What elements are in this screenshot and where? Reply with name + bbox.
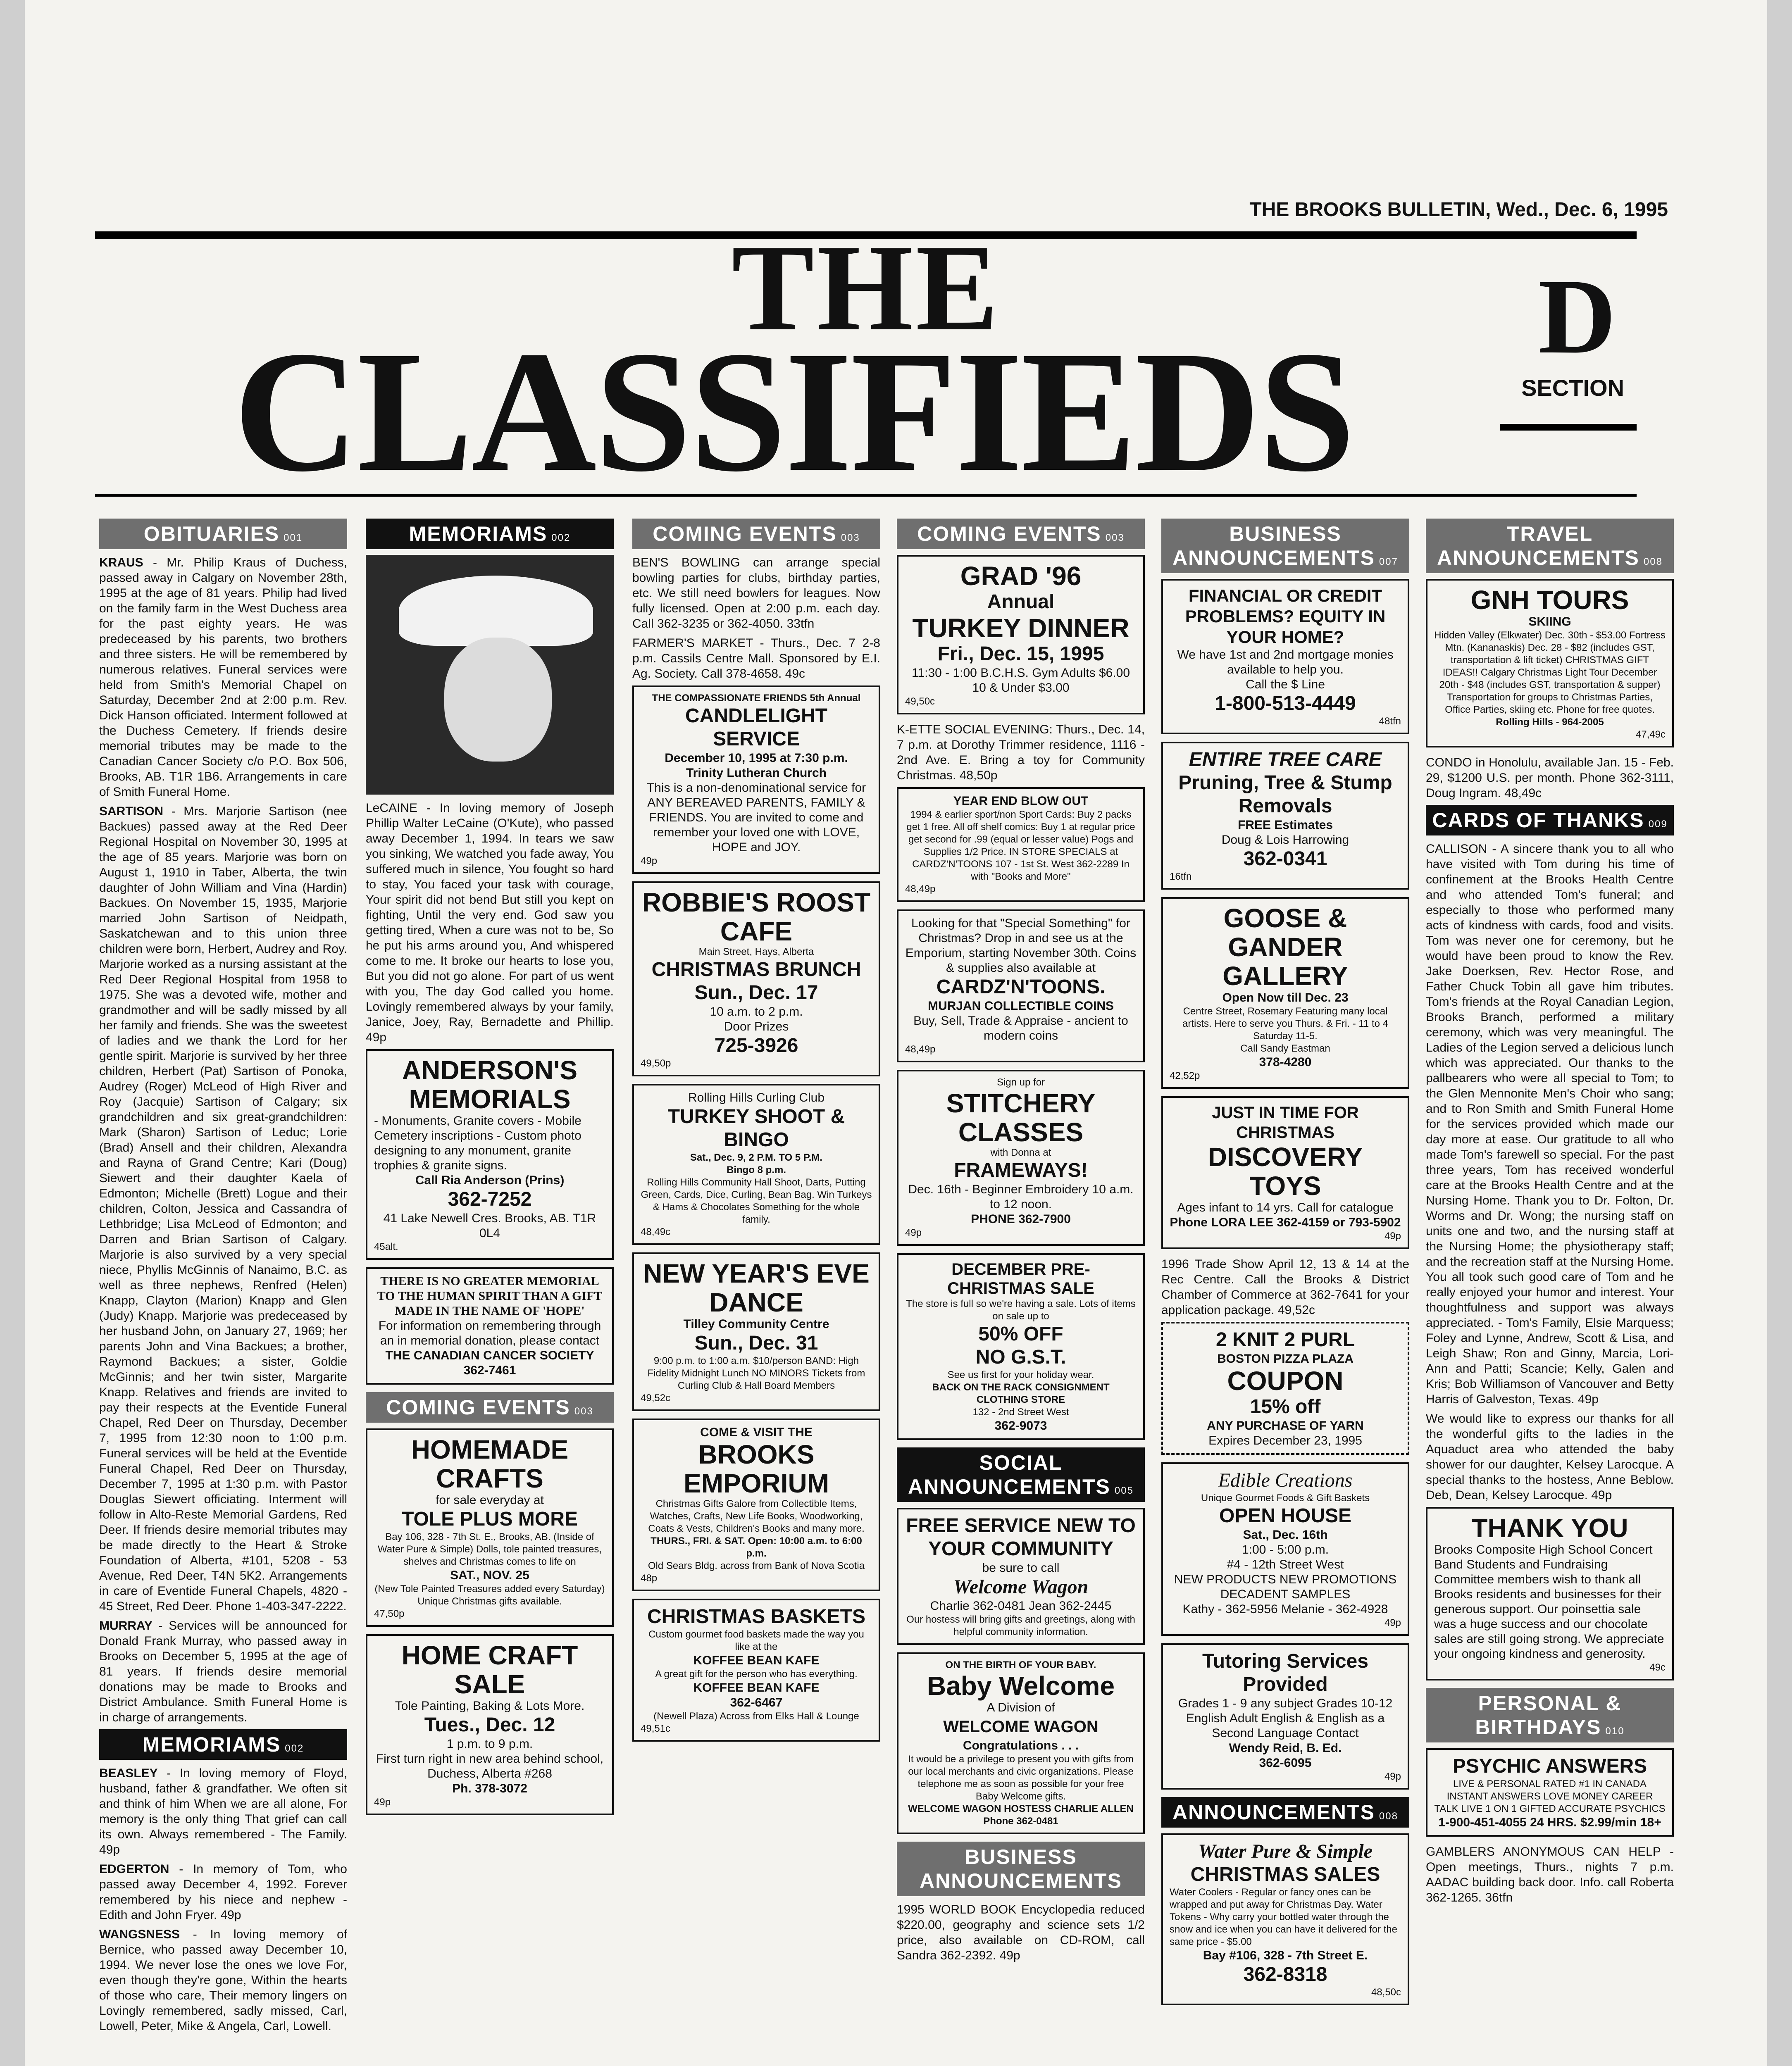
- obituary-kraus: KRAUS - Mr. Philip Kraus of Duchess, passed away in Calgary on November 28th, 1995 at the age of 81 years. Philip had lived on the family farm in the West Duchess area for the past eighty years. He was predeceased by his parents, two brothers and three sisters. He will be remembered by numerous relatives. Funeral services were held from Smith's Memorial Chapel on Saturday, December 2nd at 2:00 p.m. Rev. Dick Hanson officiated. Interment followed at the Duchess Cemetery. If friends desire memorial tributes may be made to the Canadian Cancer Society c/o P.O. Box 506, Brooks, AB. T1R 1B6. Arrangements in care of Smith Funeral Home.: [99, 556, 347, 799]
- masthead-title: CLASSIFIEDS: [233, 315, 1354, 507]
- ad-edible-creations: Edible Creations Unique Gourmet Foods & Gift Baskets OPEN HOUSE Sat., Dec. 16th 1:00 - 5:00 p.m. #4 - 12th Street West NEW PRODUCTS NEW PROMOTIONS DECADENT SAMPLES Kathy - 362-5956 Melanie - 362-4928 49p: [1161, 1462, 1409, 1636]
- ad-tutoring: Tutoring Services Provided Grades 1 - 9 any subject Grades 10-12 English Adult English & English as a Second Language Contact Wendy Reid, B. Ed. 362-6095 49p: [1161, 1643, 1409, 1790]
- ad-christmas-baskets: CHRISTMAS BASKETS Custom gourmet food baskets made the way you like at the KOFFEE BEAN KAFE A great gift for the person who has everything. KOFFEE BEAN KAFE 362-6467 (Newell Plaza) Across from Elks Hall & Lounge 49,51c: [632, 1599, 880, 1742]
- section-header-cards-of-thanks: CARDS OF THANKS 009: [1426, 805, 1674, 835]
- section-header-announcements: ANNOUNCEMENTS 008: [1161, 1797, 1409, 1828]
- ad-goose-gander: GOOSE & GANDER GALLERY Open Now till Dec. 23 Centre Street, Rosemary Featuring many local artists. Here to serve you Thurs. & Fri. - 11 to 4 Saturday 11-5. Call Sandy Eastman 378-4280 42,52p: [1161, 897, 1409, 1089]
- obituary-sartison: SARTISON - Mrs. Marjorie Sartison (nee Backues) passed away at the Red Deer Regional Hospital on November 30, 1995 at the age of 85 years. Marjorie was born on August 1, 1910 in Taber, Alberta, the twin daughter of John William and Vina (Hardin) Backues. On November 15, 1935, Marjorie married John Sartison of Neidpath, Saskatchewan and to this union three children were born, Herbert, Audrey and Roy. Marjorie worked as a nursing assistant at the Red Deer Regional Hospital from 1958 to 1975. She was a devoted wife, mother and grandmother and will be sadly missed by all her family and friends. She was the sweetest of ladies and we thank the Lord for her gentle spirit. Marjorie is survived by her three children, Herbert (Pat) Sartison of Ponoka, Audrey (Roger) McLeod of High River and Roy (Jacquie) Sartison of Calgary; six grandchildren and six great-grandchildren: Mark (Sharon) Sartison of Leduc; Lorie (Brad) Ansell and their children, Alexandra and Rayna of Grand Centre; Kari (Doug) Siewert and their daughter Kaela of Edmonton; Michelle (Brett) Logue and their children, Colton, Jessica and Cassandra of Lethbridge; Lisa McLeod of Edmonton; and Darren and Brian Sartison of Calgary. Marjorie is also survived by a very special niece, Phyllis McGinnis of Nanaimo, B.C. as well as three nephews, Renfred (Helen) Knapp, Clayton (Marion) Knapp and Glen (Judy) Knapp. Marjorie was predeceased by her husband John, on January 27, 1969; her parents John and Vina Backues; a brother, Raymond Backues; a sister, Goldie McGinnis; and her twin sister, Margarite Knapp. Relatives and friends are invited to pay their respects at the Eventide Funeral Chapel, Red Deer on Thursday, December 7, 1995 from 12:30 noon to 1:00 p.m. Funeral services will be held at the Eventide Funeral Chapel, Red Deer on Thursday, December 7, 1995 at 1:30 p.m. with Pastor Douglas Siewert officiating. Interment will follow in Alto-Reste Memorial Gardens, Red Deer. If friends desire memorial tributes may be made directly to the Heart & Stroke Foundation of Alberta, #101, 5208 - 53 Avenue, Red Deer, T4N 5K2. Arrangements in care of Eventide Funeral Chapels, 4820 - 45 Street, Red Deer. Phone 1-403-347-2222.: [99, 805, 347, 1613]
- obituary-murray: MURRAY - Services will be announced for Donald Frank Murray, who passed away in Brooks on December 5, 1995 at the age of 81 years. If friends desire memorial donations may be made to Brooks and District Ambulance. Smith Funeral Home is in charge of arrangements.: [99, 1619, 347, 1724]
- notice-gamblers-anonymous: GAMBLERS ANONYMOUS CAN HELP - Open meetings, Thurs., nights 7 p.m. AADAC building back door. Info. call Roberta 362-1265. 36tfn: [1426, 1845, 1674, 1904]
- ad-year-end-blowout: YEAR END BLOW OUT 1994 & earlier sport/non Sport Cards: Buy 2 packs get 1 free. All off shelf comics: Buy 1 at regular price get second for .99 (equal or lesser value) Pogs and Supplies 1/2 Price. IN STORE SPECIALS at CARDZ'N'TOONS 107 - 1st St. West 362-2289 In with "Books and More" 48,49p: [897, 787, 1145, 902]
- memoriam-lecaine: LeCAINE - In loving memory of Joseph Phillip Walter LeCaine (O'Kute), who passed away December 1, 1994. In tears we saw you sinking, We watched you fade away, You suffered much in silence, You fought so hard to stay, You faced your task with courage, Your spirit did not bend But still you kept on fighting, Until the very end. God saw you getting tired, When a cure was not to be, So he put his arms around you, And whispered come to me. It broke our hearts to lose you, But you did not go alone. For part of us went with you, The day God called you home. Lovingly remembered always by your family, Janice, Joey, Ray, Bernadette and Phillip. 49p: [366, 801, 614, 1044]
- notice-world-book: 1995 WORLD BOOK Encyclopedia reduced $220.00, geography and science sets 1/2 price, also available on CD-ROM, call Sandra 362-2392. 49p: [897, 1903, 1145, 1962]
- ad-financial: FINANCIAL OR CREDIT PROBLEMS? EQUITY IN YOUR HOME? We have 1st and 2nd mortgage monies available to help you. Call the $ Line 1-800-513-4449 48tfn: [1161, 579, 1409, 734]
- section-header-personal: PERSONAL & BIRTHDAYS 010: [1426, 1688, 1674, 1742]
- notice-condo: CONDO in Honolulu, available Jan. 15 - Feb. 29, $1200 U.S. per month. Phone 362-3111, Doug Ingram. 48,49c: [1426, 756, 1674, 800]
- memoriam-edgerton: EDGERTON - In memory of Tom, who passed away December 4, 1992. Forever remembered by his niece and nephew - Edith and John Fryer. 49p: [99, 1862, 347, 1922]
- ad-new-years-dance: NEW YEAR'S EVE DANCE Tilley Community Centre Sun., Dec. 31 9:00 p.m. to 1:00 a.m. $10/person BAND: High Fidelity Midnight Lunch NO MINORS Tickets from Curling Club & Hall Board Members 49,52c: [632, 1252, 880, 1411]
- section-bar: [1500, 424, 1637, 431]
- thanks-shower: We would like to express our thanks for all the wonderful gifts to the ladies in the Aquaduct area who attended the baby shower for our daughter, Kelsey Larocque. A special thanks to the hostess, Anne Beblow. Deb, Dean, Kelsey Larocque. 49p: [1426, 1412, 1674, 1502]
- ad-grad-turkey-dinner: GRAD '96 Annual TURKEY DINNER Fri., Dec. 15, 1995 11:30 - 1:00 B.C.H.S. Gym Adults $6.00 10 & Under $3.00 49,50c: [897, 555, 1145, 714]
- ad-cardz-n-toons: Looking for that "Special Something" for Christmas? Drop in and see us at the Emporium, starting November 30th. Coins & supplies also available at CARDZ'N'TOONS. MURJAN COLLECTIBLE COINS Buy, Sell, Trade & Appraise - ancient to modern coins 48,49p: [897, 909, 1145, 1062]
- memoriam-beasley: BEASLEY - In loving memory of Floyd, husband, father & grandfather. We often sit and think of him When we are all alone, For memory is the only thing That grief can call its own. Always remembered - The Family. 49p: [99, 1766, 347, 1857]
- memorial-photo: [366, 555, 614, 795]
- ad-turkey-shoot: Rolling Hills Curling Club TURKEY SHOOT & BINGO Sat., Dec. 9, 2 P.M. TO 5 P.M. Bingo 8 p.m. Rolling Hills Community Hall Shoot, Darts, Putting Green, Cards, Dice, Curling, Bean Bag. Win Turkeys & Hams & Chocolates Something for the whole family. 48,49c: [632, 1084, 880, 1245]
- notice-kette: K-ETTE SOCIAL EVENING: Thurs., Dec. 14, 7 p.m. at Dorothy Trimmer residence, 1116 - 2nd Ave. E. Bring a toy for Community Christmas. 48,50p: [897, 723, 1145, 782]
- ad-welcome-wagon: FREE SERVICE NEW TO YOUR COMMUNITY be sure to call Welcome Wagon Charlie 362-0481 Jean 362-2445 Our hostess will bring gifts and greetings, along with helpful community information.: [897, 1508, 1145, 1645]
- ad-water-pure-simple: Water Pure & Simple CHRISTMAS SALES Water Coolers - Regular or fancy ones can be wrapped and put away for Christmas Day. Water Tokens - Why carry your bottled water through the snow and ice when you can have it delivered for the same price - $5.00 Bay #106, 328 - 7th Street E. 362-8318 48,50c: [1161, 1833, 1409, 2005]
- ad-pre-christmas-sale: DECEMBER PRE-CHRISTMAS SALE The store is full so we're having a sale. Lots of items on sale up to 50% OFF NO G.S.T. See us first for your holiday wear. BACK ON THE RACK CONSIGNMENT CLOTHING STORE 132 - 2nd Street West 362-9073: [897, 1253, 1145, 1440]
- section-header-obituaries: OBITUARIES 001: [99, 519, 347, 549]
- ad-stitchery-classes: Sign up for STITCHERY CLASSES with Donna at FRAMEWAYS! Dec. 16th - Beginner Embroidery 10 a.m. to 12 noon. PHONE 362-7900 49p: [897, 1070, 1145, 1246]
- column-obituaries: [99, 519, 347, 2038]
- ad-gnh-tours: GNH TOURS SKIING Hidden Valley (Elkwater) Dec. 30th - $53.00 Fortress Mtn. (Kananaskis) Dec. 28 - $82 (includes GST, transportation & lift ticket) CHRISTMAS GIFT IDEAS!! Calgary Christmas Light Tour December 20th - $48 (includes GST, transportation & supper) Transportation for groups to Christmas Parties, Office Parties, skiing etc. Phone for free quotes. Rolling Hills - 964-2005 47,49c: [1426, 579, 1674, 747]
- ad-baby-welcome: ON THE BIRTH OF YOUR BABY. Baby Welcome A Division of WELCOME WAGON Congratulations . . . It would be a privilege to present you with gifts from our local merchants and civic organizations. Please telephone me as soon as possible for your free Baby Welcome gifts. WELCOME WAGON HOSTESS CHARLIE ALLEN Phone 362-0481: [897, 1652, 1145, 1834]
- column-memoriams: [366, 519, 614, 1823]
- section-header-social: SOCIAL ANNOUNCEMENTS 005: [897, 1447, 1145, 1502]
- section-letter: D: [1538, 257, 1616, 376]
- ad-thank-you-band: THANK YOU Brooks Composite High School Concert Band Students and Fundraising Committee members wish to thank all Brooks residents and businesses for their generous support. Our poinsettia sale was a huge success and our chocolate sales are still going strong. We appreciate your ongoing kindness and generosity. 49c: [1426, 1507, 1674, 1680]
- ad-cancer-society: THERE IS NO GREATER MEMORIAL TO THE HUMAN SPIRIT THAN A GIFT MADE IN THE NAME OF 'HOPE' For information on remembering through an in memorial donation, please contact THE CANADIAN CANCER SOCIETY 362-7461: [366, 1267, 614, 1385]
- thanks-callison: CALLISON - A sincere thank you to all who have visited with Tom during his time of confinement at the Brooks Health Centre and who attended Tom's funeral; and especially to those who performed many acts of kindness with cards, food and visits. Tom was never one for ceremony, but he would have been proud to know the Rev. Jake Doerksen, Rev. Hector Rose, and Father Chuck Tobin all gave him tributes. Tom's friends at the Royal Canadian Legion, Brooks Branch, performed a military ceremony, which was very meaningful. The Ladies of the Legion served a delicious lunch which was appreciated. Our thanks to the pallbearers who were all special to Tom; to the Glen Mennonite Men's Choir who sang; and to Ron Smith and Smith Funeral Home for the services provided which made our day more at ease. Our gratitude to all who made Tom's farewell so special. For the past three years, Tom has received wonderful care at the Brooks Health Centre and at the Nursing Home. Thank you to Dr. Folton, Dr. Worms and Dr. Wong; the nursing staff on units one and two, and the nursing staff at the Nursing Home; the physiotherapy staff; and the recreation staff at the Nursing Home. You all took such good care of Tom and he really enjoyed your humor and interest. Your thoughtfulness and support was always appreciated. - Tom's Family, Elsie Marquess; Foley and Lynne, Andrew, Scott & Lisa, and Leigh Shaw; Ron and Ginny, Marcia, Lori-Ann and Patti; Scancie; Kelly, Galen and Kris; Bob Williamson of Vancouver and Betty Harris of Galveston, Texas. 49p: [1426, 842, 1674, 1406]
- section-header-coming-events: COMING EVENTS 003: [632, 519, 880, 549]
- ad-entire-tree-care: ENTIRE TREE CARE Pruning, Tree & Stump Removals FREE Estimates Doug & Lois Harrowing 362-0341 16tfn: [1161, 742, 1409, 890]
- ad-knit-purl-coupon: 2 KNIT 2 PURL BOSTON PIZZA PLAZA COUPON 15% off ANY PURCHASE OF YARN Expires December 23, 1995: [1161, 1322, 1409, 1455]
- dateline: THE BROOKS BULLETIN, Wed., Dec. 6, 1995: [1249, 199, 1668, 221]
- notice-bowling: BEN'S BOWLING can arrange special bowling parties for clubs, birthday parties, etc. We still need bowlers for leagues. Now fully licensed. Open at 2:00 p.m. each day. Call 362-3235 or 362-4050. 33tfn: [632, 556, 880, 631]
- ad-brooks-emporium: COME & VISIT THE BROOKS EMPORIUM Christmas Gifts Galore from Collectible Items, Watches, Crafts, New Life Books, Woodworking, Coats & Vests, Children's Books and many more. THURS., FRI. & SAT. Open: 10:00 a.m. to 6:00 p.m. Old Sears Bldg. across from Bank of Nova Scotia 48p: [632, 1419, 880, 1591]
- ad-anderson-memorials: ANDERSON'S MEMORIALS - Monuments, Granite covers - Mobile Cemetery inscriptions - Custom photo designing to any monument, granite trophies & granite signs. Call Ria Anderson (Prins) 362-7252 41 Lake Newell Cres. Brooks, AB. T1R 0L4 45alt.: [366, 1049, 614, 1260]
- page-edge-right: [1767, 0, 1792, 2066]
- ad-home-craft-sale: HOME CRAFT SALE Tole Painting, Baking & Lots More. Tues., Dec. 12 1 p.m. to 9 p.m. First turn right in new area behind school, Duchess, Alberta #268 Ph. 378-3072 49p: [366, 1634, 614, 1815]
- section-header-memoriams-2: MEMORIAMS 002: [366, 519, 614, 549]
- section-header-memoriams: MEMORIAMS 002: [99, 1729, 347, 1760]
- section-word: SECTION: [1521, 375, 1624, 401]
- column-business: [1161, 519, 1409, 2013]
- section-header-coming-events-2: COMING EVENTS 003: [366, 1392, 614, 1423]
- ad-discovery-toys: JUST IN TIME FOR CHRISTMAS DISCOVERY TOYS Ages infant to 14 yrs. Call for catalogue Phone LORA LEE 362-4159 or 793-5902 49p: [1161, 1096, 1409, 1249]
- memoriam-wangsness: WANGSNESS - In loving memory of Bernice, who passed away December 10, 1994. We never lose the ones we love For, even though they're gone, Within the hearts of those who care, Their memory lingers on Lovingly remembered, sadly missed, Carl, Lowell, Peter, Mike & Angela, Carl, Lowell.: [99, 1928, 348, 2033]
- notice-trade-show: 1996 Trade Show April 12, 13 & 14 at the Rec Centre. Call the Brooks & District Chamber of Commerce at 362-7641 for your application package. 49,52c: [1161, 1257, 1409, 1317]
- masthead-the: THE: [732, 219, 1001, 356]
- column-travel-thanks: [1426, 519, 1674, 1909]
- section-header-business-2: BUSINESS ANNOUNCEMENTS: [897, 1842, 1145, 1896]
- ad-homemade-crafts: HOMEMADE CRAFTS for sale everyday at TOLE PLUS MORE Bay 106, 328 - 7th St. E., Brooks, AB. (Inside of Water Pure & Simple) Dolls, tole painted treasures, shelves and Christmas comes to life on SAT., NOV. 25 (New Tole Painted Treasures added every Saturday) Unique Christmas gifts available. 47,50p: [366, 1428, 614, 1627]
- masthead: [95, 219, 1637, 507]
- column-coming-events-social: [897, 519, 1145, 1967]
- ad-psychic-answers: PSYCHIC ANSWERS LIVE & PERSONAL RATED #1 IN CANADA INSTANT ANSWERS LOVE MONEY CAREER TALK LIVE 1 ON 1 GIFTED ACCURATE PSYCHICS 1-900-451-4055 24 HRS. $2.99/min 18+: [1426, 1748, 1674, 1837]
- section-header-business: BUSINESS ANNOUNCEMENTS 007: [1161, 519, 1409, 573]
- ad-candlelight-service: THE COMPASSIONATE FRIENDS 5th Annual CANDLELIGHT SERVICE December 10, 1995 at 7:30 p.m. Trinity Lutheran Church This is a non-denominational service for ANY BEREAVED PARENTS, FAMILY & FRIENDS. You are invited to come and remember your loved one with LOVE, HOPE and JOY. 49p: [632, 685, 880, 874]
- ad-robbies-roost: ROBBIE'S ROOST CAFE Main Street, Hays, Alberta CHRISTMAS BRUNCH Sun., Dec. 17 10 a.m. to 2 p.m. Door Prizes 725-3926 49,50p: [632, 881, 880, 1076]
- column-coming-events: [632, 519, 880, 1749]
- page-edge-left: [0, 0, 25, 2066]
- section-header-travel: TRAVEL ANNOUNCEMENTS 008: [1426, 519, 1674, 573]
- notice-farmers-market: FARMER'S MARKET - Thurs., Dec. 7 2-8 p.m. Cassils Centre Mall. Sponsored by E.I. Ag. Society. Call 378-4658. 49c: [632, 636, 880, 681]
- section-header-coming-events-3: COMING EVENTS 003: [897, 519, 1145, 549]
